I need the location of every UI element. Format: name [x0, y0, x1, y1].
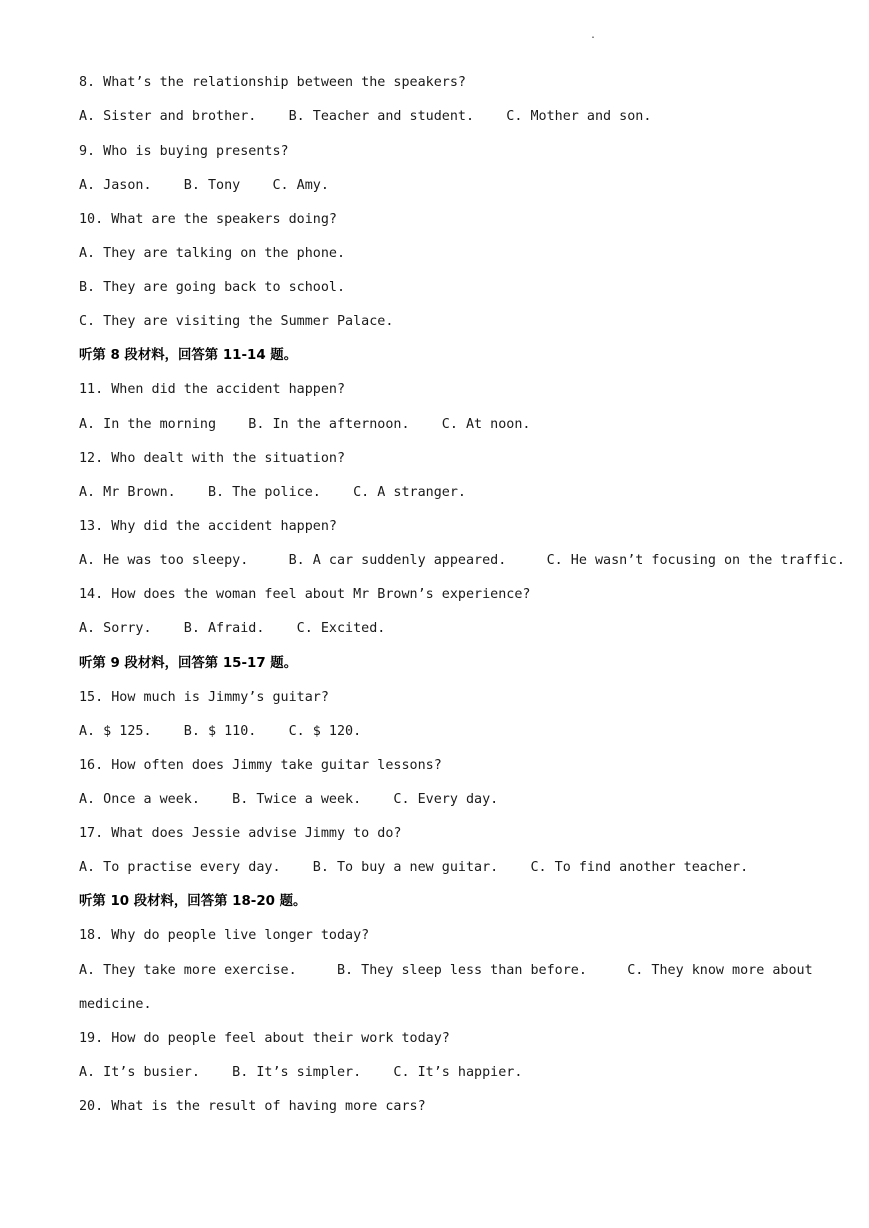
options-11: A. In the morning B. In the afternoon. C. At noon. [79, 417, 531, 432]
options-18: A. They take more exercise. B. They sleep less than before. C. They know more about [79, 963, 813, 978]
options-13: A. He was too sleepy. B. A car suddenly appeared. C. He wasn’t focusing on the traffic. [79, 553, 845, 568]
section-heading-8: 听第 8 段材料，回答第 11-14 题。 [79, 348, 298, 363]
option-10c: C. They are visiting the Summer Palace. [79, 314, 394, 329]
page-top-mark: . [590, 30, 597, 41]
options-18-continued: medicine. [79, 997, 152, 1012]
question-16: 16. How often does Jimmy take guitar lessons? [79, 758, 442, 773]
question-13: 13. Why did the accident happen? [79, 519, 337, 534]
question-19: 19. How do people feel about their work today? [79, 1031, 450, 1046]
question-10: 10. What are the speakers doing? [79, 212, 337, 227]
option-10a: A. They are talking on the phone. [79, 246, 346, 261]
options-17: A. To practise every day. B. To buy a new guitar. C. To find another teacher. [79, 860, 749, 875]
question-11: 11. When did the accident happen? [79, 382, 346, 397]
question-17: 17. What does Jessie advise Jimmy to do? [79, 826, 402, 841]
section-heading-9: 听第 9 段材料，回答第 15-17 题。 [79, 656, 298, 671]
question-9: 9. Who is buying presents? [79, 144, 289, 159]
options-8: A. Sister and brother. B. Teacher and student. C. Mother and son. [79, 109, 652, 124]
options-14: A. Sorry. B. Afraid. C. Excited. [79, 621, 386, 636]
question-12: 12. Who dealt with the situation? [79, 451, 346, 466]
options-19: A. It’s busier. B. It’s simpler. C. It’s happier. [79, 1065, 523, 1080]
option-10b: B. They are going back to school. [79, 280, 346, 295]
question-14: 14. How does the woman feel about Mr Brown’s experience? [79, 587, 531, 602]
options-16: A. Once a week. B. Twice a week. C. Every day. [79, 792, 499, 807]
question-18: 18. Why do people live longer today? [79, 928, 370, 943]
question-20: 20. What is the result of having more cars? [79, 1099, 426, 1114]
options-9: A. Jason. B. Tony C. Amy. [79, 178, 329, 193]
section-heading-10: 听第 10 段材料，回答第 18-20 题。 [79, 894, 307, 909]
question-15: 15. How much is Jimmy’s guitar? [79, 690, 329, 705]
question-8: 8. What’s the relationship between the speakers? [79, 75, 466, 90]
options-15: A. $ 125. B. $ 110. C. $ 120. [79, 724, 362, 739]
options-12: A. Mr Brown. B. The police. C. A stranger. [79, 485, 466, 500]
